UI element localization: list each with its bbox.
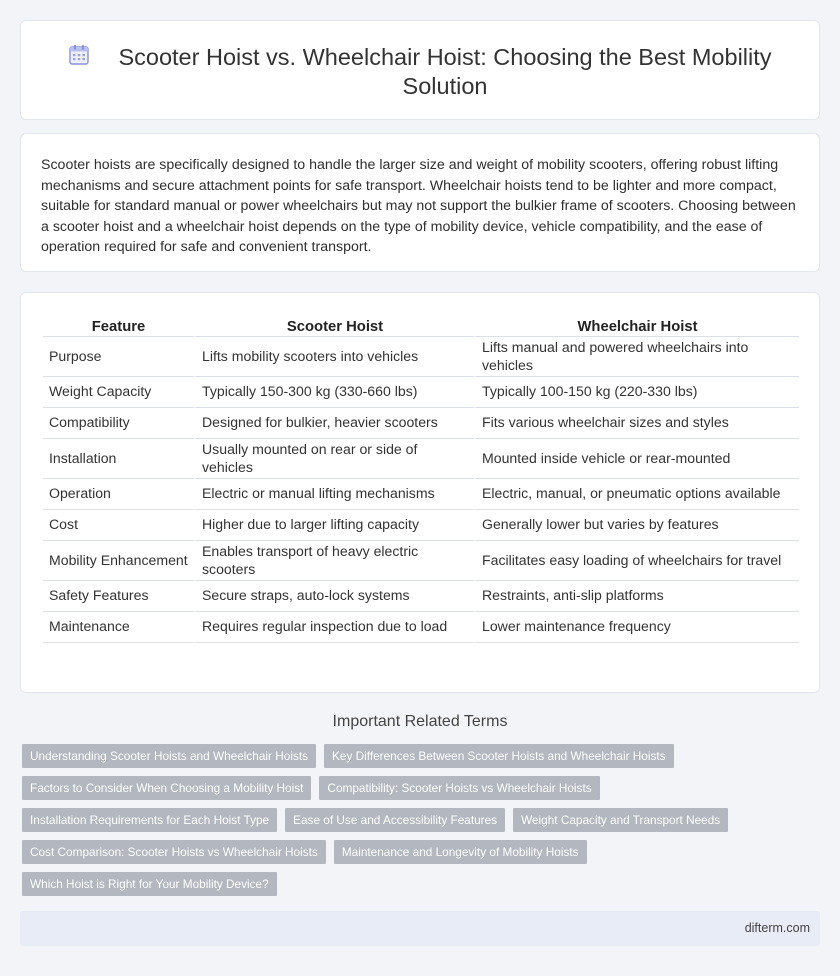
related-term-tag[interactable]: Compatibility: Scooter Hoists vs Wheelchair Hoists — [319, 776, 599, 800]
table-row — [43, 408, 799, 439]
table-row — [43, 377, 799, 408]
table-row — [43, 510, 799, 541]
related-term-tag[interactable]: Factors to Consider When Choosing a Mobility Hoist — [22, 776, 311, 800]
cell-scooter: Secure straps, auto-lock systems — [194, 581, 474, 612]
header-feature: Feature — [43, 315, 194, 337]
cell-scooter: Higher due to larger lifting capacity — [194, 510, 474, 541]
cell-wheelchair: Facilitates easy loading of wheelchairs for travel — [474, 541, 799, 581]
cell-scooter: Electric or manual lifting mechanisms — [194, 479, 474, 510]
header-card — [20, 20, 820, 120]
table-row — [43, 541, 799, 581]
cell-feature: Safety Features — [43, 581, 194, 612]
related-term-tag[interactable]: Cost Comparison: Scooter Hoists vs Wheelchair Hoists — [22, 840, 326, 864]
table-row — [43, 612, 799, 643]
cell-wheelchair: Generally lower but varies by features — [474, 510, 799, 541]
table-header-row — [43, 315, 799, 337]
related-terms-title: Important Related Terms — [332, 713, 508, 730]
comparison-table-card — [20, 292, 820, 693]
related-term-tag[interactable]: Understanding Scooter Hoists and Wheelchair Hoists — [22, 744, 316, 768]
related-term-tag[interactable]: Weight Capacity and Transport Needs — [513, 808, 728, 832]
related-term-tag[interactable]: Ease of Use and Accessibility Features — [285, 808, 505, 832]
header-wheelchair-hoist: Wheelchair Hoist — [474, 315, 799, 337]
cell-wheelchair: Fits various wheelchair sizes and styles — [474, 408, 799, 439]
table-row — [43, 337, 799, 377]
related-terms-list — [22, 744, 822, 896]
cell-scooter: Lifts mobility scooters into vehicles — [194, 337, 474, 377]
cell-feature: Maintenance — [43, 612, 194, 643]
footer-bar — [20, 911, 820, 946]
cell-wheelchair: Lifts manual and powered wheelchairs into vehicles — [474, 337, 799, 377]
cell-wheelchair: Restraints, anti-slip platforms — [474, 581, 799, 612]
cell-scooter: Enables transport of heavy electric scooters — [194, 541, 474, 581]
table-row — [43, 479, 799, 510]
cell-feature: Cost — [43, 510, 194, 541]
intro-paragraph: Scooter hoists are specifically designed to handle the larger size and weight of mobility scooters, offering robust lifting mechanisms and secure attachment points for safe transport. Wheelchair hoists tend to be lighter and more compact, suitable for standard manual or power wheelchairs but may not support the bulkier frame of scooters. Choosing between a scooter hoist and a wheelchair hoist depends on the type of mobility device, vehicle compatibility, and the ease of operation required for safe and convenient transport. — [41, 157, 796, 255]
footer-site-link[interactable]: difterm.com — [744, 921, 810, 935]
cell-scooter: Requires regular inspection due to load — [194, 612, 474, 643]
table-row — [43, 439, 799, 479]
cell-feature: Operation — [43, 479, 194, 510]
cell-scooter: Usually mounted on rear or side of vehicles — [194, 439, 474, 479]
related-term-tag[interactable]: Installation Requirements for Each Hoist Type — [22, 808, 277, 832]
cell-feature: Weight Capacity — [43, 377, 194, 408]
comparison-table — [43, 315, 799, 643]
cell-wheelchair: Typically 100-150 kg (220-330 lbs) — [474, 377, 799, 408]
cell-feature: Installation — [43, 439, 194, 479]
related-term-tag[interactable]: Key Differences Between Scooter Hoists and Wheelchair Hoists — [324, 744, 674, 768]
table-row — [43, 581, 799, 612]
cell-scooter: Designed for bulkier, heavier scooters — [194, 408, 474, 439]
related-term-tag[interactable]: Which Hoist is Right for Your Mobility Device? — [22, 872, 277, 896]
cell-scooter: Typically 150-300 kg (330-660 lbs) — [194, 377, 474, 408]
cell-wheelchair: Lower maintenance frequency — [474, 612, 799, 643]
related-term-tag[interactable]: Maintenance and Longevity of Mobility Hoists — [334, 840, 587, 864]
header-scooter-hoist: Scooter Hoist — [194, 315, 474, 337]
cell-feature: Purpose — [43, 337, 194, 377]
page-title: Scooter Hoist vs. Wheelchair Hoist: Choosing the Best Mobility Solution — [118, 44, 772, 99]
cell-feature: Compatibility — [43, 408, 194, 439]
cell-wheelchair: Electric, manual, or pneumatic options available — [474, 479, 799, 510]
intro-card — [20, 133, 820, 272]
cell-wheelchair: Mounted inside vehicle or rear-mounted — [474, 439, 799, 479]
cell-feature: Mobility Enhancement — [43, 541, 194, 581]
